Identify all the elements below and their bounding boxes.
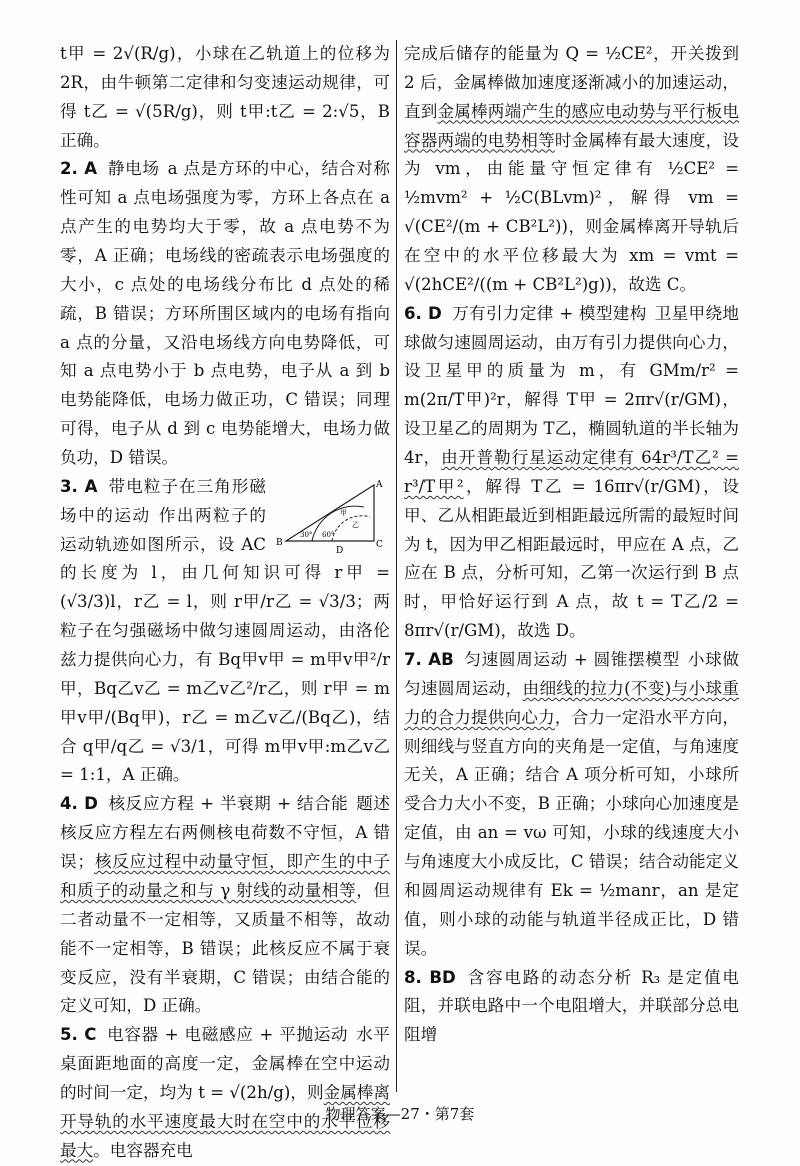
answer-text: 卫星甲绕地球做匀速圆周运动，由万有引力提供向心力，设卫星甲的质量为 m，有 GMm/r² = m(2π/T甲)²r，解得 T甲 = 2πr√(r/GM)，设卫星乙的周期为 T乙，椭圆轨道的半长轴为 4r， xyxy=(404,303,740,468)
highlighted-text: 由开普勒行星运动定律有 64r³/T乙² = r³/T甲² xyxy=(404,448,739,496)
answer-text: 完成后储存的能量为 Q = ½CE²，开关拨到 2 后，金属棒做加速度逐渐减小的加速运动，直到 xyxy=(404,44,739,121)
column-divider xyxy=(396,40,397,1092)
highlighted-text: 核反应过程中动量守恒，即产生的中子和质子的动量之和与 γ 射线的动量相等 xyxy=(60,852,391,900)
right-column xyxy=(404,40,739,1092)
figure-label-d: D xyxy=(336,545,344,555)
figure-label-a: A xyxy=(376,479,383,490)
answer-text: ，解得 T乙 = 16πr√(r/GM)，设甲、乙从相距最近到相距最远所需的最短时间为 t，因为甲乙相距最远时，甲应在 A 点，乙应在 B 点，分析可知，乙第一次运行到 B 点时，甲恰好运行到 A 点，故 t = T乙/2 = 8πr√(r/GM)，故选 D。 xyxy=(404,476,739,641)
triangle-magnetic-field-figure xyxy=(272,477,390,555)
question-number: 4. D xyxy=(60,794,98,814)
question-topic: 匀速圆周运动 + 圆锥摆模型 xyxy=(463,650,680,670)
question-topic: 万有引力定律 + 模型建构 xyxy=(451,303,647,323)
answer-item-4 xyxy=(60,790,390,1021)
left-column xyxy=(60,40,391,1160)
paragraph-continuation xyxy=(404,40,739,300)
question-topic: 含容电路的动态分析 xyxy=(465,967,634,987)
answer-text: 水平桌面距地面的高度一定，金属棒在空中运动的时间一定，均为 t = √(2h/g)，则 xyxy=(60,1025,391,1102)
answer-text: 作出两粒子的运动轨迹如图所示，设 AC 的长度为 l，由几何知识可得 r甲 = (√3/3)l，r乙 = l，则 r甲/r乙 = √3/3；两粒子在匀强磁场中做匀速圆周运动，由洛伦兹力提供向心力，有 Bq甲v甲 = m甲v甲²/r甲，Bq乙v乙 = m乙v乙²/r乙，则 r甲 = m甲v甲/(Bq甲)，r乙 = m乙v乙/(Bq乙)，结合 q甲/q乙 = √3/1，可得 m甲v甲:m乙v乙 = 1:1，A 正确。 xyxy=(60,505,390,785)
answer-item-2 xyxy=(60,155,390,472)
question-number: 8. BD xyxy=(404,967,456,987)
answer-text: R₃ 是定值电阻，并联电路中一个电阻增大，并联部分总电阻增 xyxy=(404,967,740,1045)
question-number: 2. A xyxy=(60,159,98,179)
figure-angle-60: 60° xyxy=(322,530,335,539)
highlighted-text: 由细线的拉力(不变)与小球重力的合力提供向心力 xyxy=(404,678,740,727)
answer-item-3 xyxy=(60,473,390,790)
figure-label-c: C xyxy=(376,539,383,550)
figure-label-yi: 乙 xyxy=(352,520,359,529)
question-number: 7. AB xyxy=(404,650,454,670)
answer-text: 时金属棒有最大速度，设为 vm，由能量守恒定律有 ½CE² = ½mvm² + ½C(BLvm)²，解得 vm = √(CE²/(m + CB²L²))，则金属棒离开导轨后在空中的水平位移最大为 xm = vmt = √(2hCE²/((m + CB²L²)g))，故选 C。 xyxy=(404,130,740,294)
answer-text: ，合力一定沿水平方向，则细线与竖直方向的夹角是一定值，与角速度无关，A 正确；结合 A 项分析可知，小球所受合力大小不变，B 正确；小球向心加速度是定值，由 an = vω 可知，小球的线速度大小与角速度大小成反比，C 错误；结合动能定义和圆周运动规律有 Ek = ½manr，an 是定值，则小球的动能与轨道半径成正比，D 错误。 xyxy=(404,707,740,958)
figure-label-b: B xyxy=(276,537,283,548)
figure-label-jia: 甲 xyxy=(340,508,347,517)
question-topic: 电容器 + 电磁感应 + 平抛运动 xyxy=(106,1025,349,1045)
answer-item-5 xyxy=(60,1021,390,1165)
figure-angle-30: 30° xyxy=(300,530,313,539)
highlighted-text: 金属棒两端产生的感应电动势与平行板电容器两端的电势相等 xyxy=(404,101,740,150)
answer-text: 。电容器充电 xyxy=(93,1140,193,1160)
answer-item-6 xyxy=(404,300,739,646)
paragraph-continuation: t甲 = 2√(R/g)，小球在乙轨道上的位移为2R，由牛顿第二定律和匀变速运动规律，可得 t乙 = √(5R/g)，则 t甲:t乙 = 2:√5，B 正确。 xyxy=(60,44,390,150)
page-footer: 物理答案—27・第7套 xyxy=(325,1105,475,1123)
question-number: 6. D xyxy=(404,303,442,323)
answer-text: 小球做匀速圆周运动， xyxy=(404,650,740,698)
question-topic: 核反应方程 + 半衰期 + 结合能 xyxy=(107,794,349,814)
question-topic: 带电粒子在三角形磁场中的运动 xyxy=(60,476,266,525)
question-number: 5. C xyxy=(60,1025,97,1045)
answer-text: ，但二者动量不一定相等，又质量不相等，故动能不一定相等，B 错误；此核反应不属于衰变反应，没有半衰期，C 错误；由结合能的定义可知，D 正确。 xyxy=(60,880,391,1016)
answer-item-8 xyxy=(404,964,739,1051)
highlighted-text: 金属棒离开导轨的水平速度最大时在空中的水平位移最大 xyxy=(60,1082,391,1160)
answer-item-7 xyxy=(404,646,739,963)
question-number: 3. A xyxy=(60,476,98,496)
question-topic: 静电场 xyxy=(107,159,160,179)
answer-text: 题述核反应方程左右两侧核电荷数不守恒，A 错误； xyxy=(60,794,391,872)
answer-text: a 点是方环的中心，结合对称性可知 a 点电场强度为零，方环上各点在 a 点产生的电势均大于零，故 a 点电势不为零，A 正确；电场线的密疏表示电场强度的大小，c 点处的电场线分布比 d 点处的稀疏，B 错误；方环所围区域内的电场有指向 a 点的分量，又沿电场线方向电势降低，可知 a 点电势小于 b 点电势，电子从 a 到 b 电势能降低，电场力做正功，C 错误；同理可得，电子从 d 到 c 电势能增大，电场力做负功，D 错误。 xyxy=(60,159,391,468)
